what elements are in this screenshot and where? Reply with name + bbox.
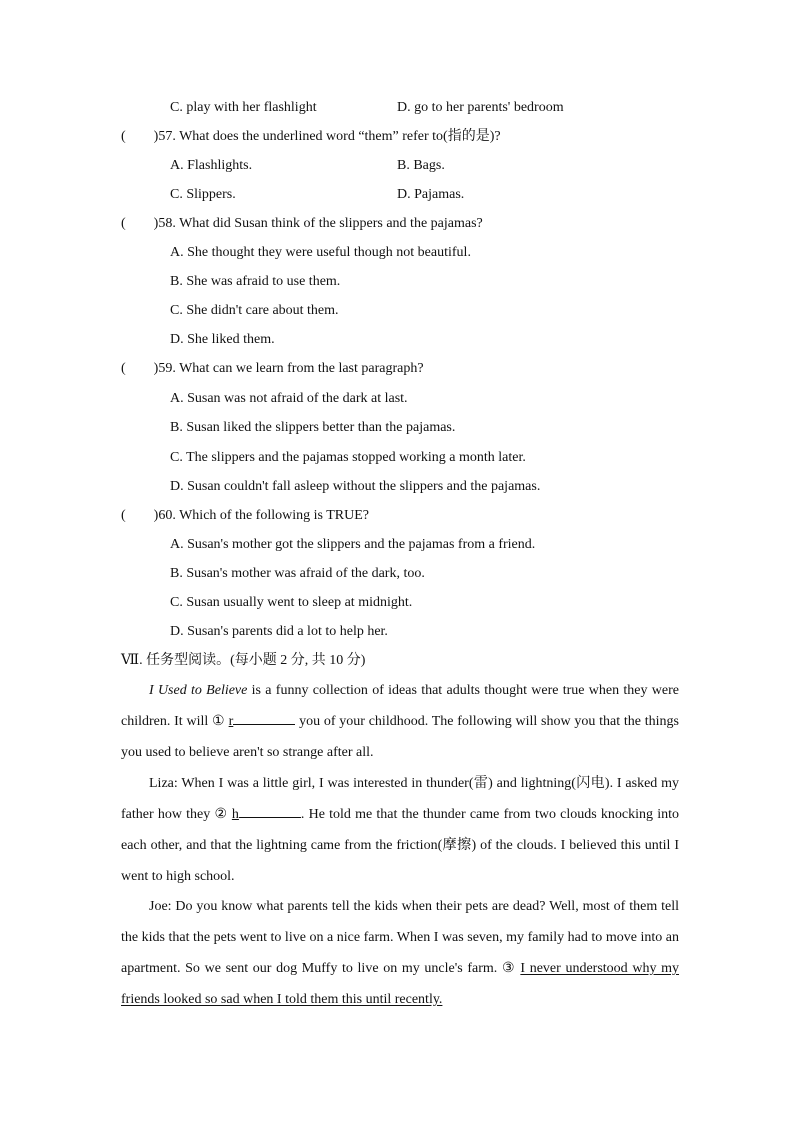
q56-option-c: C. play with her flashlight xyxy=(170,100,317,115)
section-title: Ⅶ. 任务型阅读。(每小题 2 分, 共 10 分) xyxy=(121,653,366,668)
question-stem: 58. What did Susan think of the slippers and the pajamas? xyxy=(158,216,483,231)
passage-paragraph-1: I Used to Believe is a funny collection of ideas that adults thought were true when they were children. It will ① r you of your childhood. The following will show you that the things you used to believe aren't so strange after all. xyxy=(121,683,680,760)
q60-option-a: A. Susan's mother got the slippers and the pajamas from a friend. xyxy=(170,537,536,552)
answer-bracket-close: ) xyxy=(153,361,159,376)
question-57 xyxy=(121,128,501,146)
passage-paragraph-3: Joe: Do you know what parents tell the kids when their pets are dead? Well, most of them tell the kids that the pets went to live on a nice farm. When I was seven, my family had to move into an apartment. So we sent our dog Muffy to live on my uncle's farm. ③ I never understood why my friends looked so sad when I told them this until recently. xyxy=(121,899,680,1007)
question-58 xyxy=(121,215,483,233)
question-stem: 57. What does the underlined word “them” refer to(指的是)? xyxy=(158,129,501,144)
q59-option-c: C. The slippers and the pajamas stopped working a month later. xyxy=(170,450,526,465)
question-stem: 59. What can we learn from the last paragraph? xyxy=(158,361,424,376)
answer-bracket-open: ( xyxy=(121,129,126,144)
q56-option-d: D. go to her parents' bedroom xyxy=(397,100,564,115)
q58-option-b: B. She was afraid to use them. xyxy=(170,274,341,289)
q60-option-d: D. Susan's parents did a lot to help her. xyxy=(170,624,388,639)
blank-2[interactable] xyxy=(239,804,301,818)
q60-option-c: C. Susan usually went to sleep at midnight. xyxy=(170,595,413,610)
q57-option-c: C. Slippers. xyxy=(170,187,236,202)
q59-option-b: B. Susan liked the slippers better than the pajamas. xyxy=(170,420,456,435)
q57-option-a: A. Flashlights. xyxy=(170,158,253,173)
q60-option-b: B. Susan's mother was afraid of the dark, too. xyxy=(170,566,425,581)
q58-option-c: C. She didn't care about them. xyxy=(170,303,339,318)
answer-bracket-close: ) xyxy=(153,508,159,523)
answer-bracket-open: ( xyxy=(121,361,126,376)
q58-option-d: D. She liked them. xyxy=(170,332,275,347)
q57-option-b: B. Bags. xyxy=(397,158,445,173)
answer-bracket-close: ) xyxy=(153,129,159,144)
answer-bracket-open: ( xyxy=(121,508,126,523)
q57-option-d: D. Pajamas. xyxy=(397,187,465,202)
answer-bracket-close: ) xyxy=(153,216,159,231)
passage-paragraph-2: Liza: When I was a little girl, I was interested in thunder(雷) and lightning(闪电). I asked my father how they ② h . He told me that the thunder came from two clouds knocking into each other, and that the lightning came from the friction(摩擦) of the clouds. I believed this until I went to high school. xyxy=(121,776,679,884)
q59-option-a: A. Susan was not afraid of the dark at last. xyxy=(170,391,408,406)
blank-1-letter: r xyxy=(228,714,234,729)
q59-option-d: D. Susan couldn't fall asleep without the slippers and the pajamas. xyxy=(170,479,541,494)
q58-option-a: A. She thought they were useful though not beautiful. xyxy=(170,245,471,260)
question-59 xyxy=(121,360,424,378)
book-title: I Used to Believe xyxy=(149,683,248,698)
blank-2-letter: h xyxy=(231,807,239,822)
question-stem: 60. Which of the following is TRUE? xyxy=(158,508,369,523)
question-60 xyxy=(121,507,369,525)
blank-1[interactable] xyxy=(233,711,295,725)
answer-bracket-open: ( xyxy=(121,216,126,231)
underlined-sentence: I never understood why my friends looked so sad when I told them this until recently. xyxy=(121,961,680,1007)
